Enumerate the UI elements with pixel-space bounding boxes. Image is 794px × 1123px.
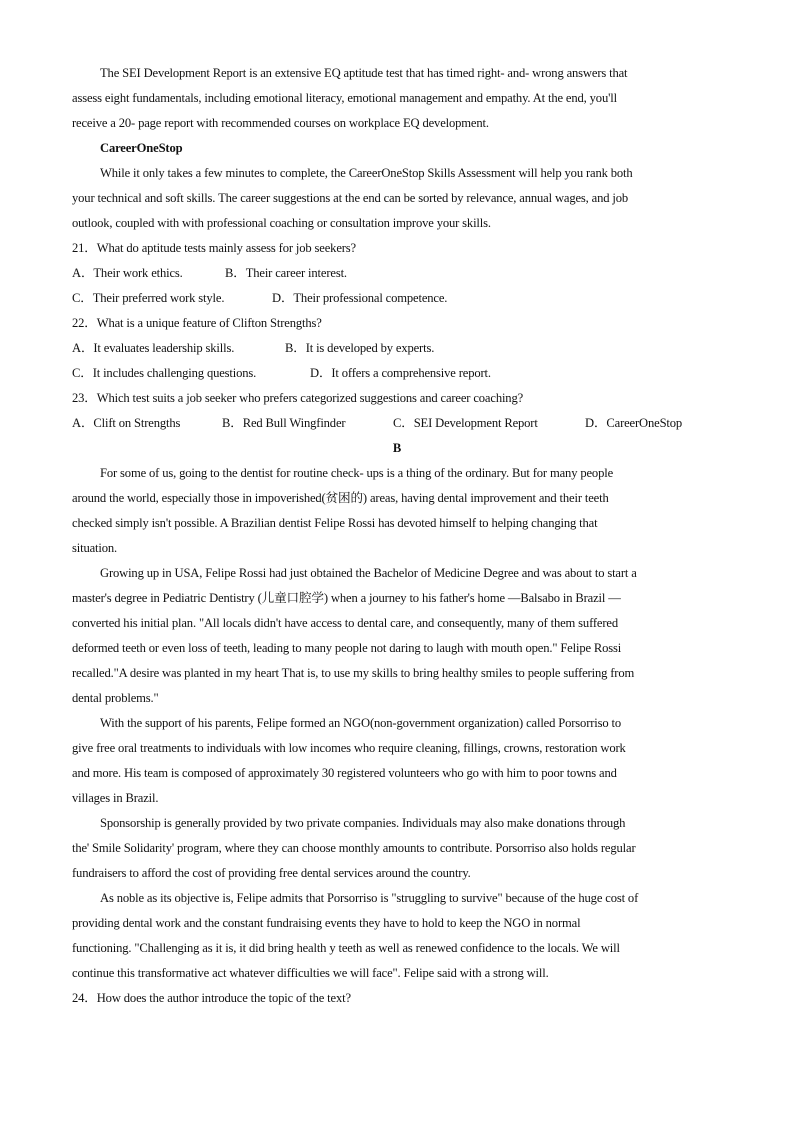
passage-line: As noble as its objective is, Felipe admits that Porsorriso is "struggling to survive" because of the huge cost of [100, 891, 639, 905]
section-b-heading: B [392, 441, 402, 455]
careeronestop-line: outlook, coupled with with professional coaching or consultation improve your skills. [72, 216, 491, 230]
passage-line: give free oral treatments to individuals with low incomes who require cleaning, fillings, crowns, restoration work [72, 741, 626, 755]
passage-line: Sponsorship is generally provided by two private companies. Individuals may also make donations through [100, 816, 626, 830]
careeronestop-heading: CareerOneStop [100, 141, 183, 155]
passage-line: villages in Brazil. [72, 791, 159, 805]
passage-line: fundraisers to afford the cost of providing free dental services around the country. [72, 866, 471, 880]
question-21-option-d: D．Their professional competence. [272, 291, 448, 305]
careeronestop-line: While it only takes a few minutes to complete, the CareerOneStop Skills Assessment will help you rank both [100, 166, 633, 180]
question-23-option-a: A．Clift on Strengths [72, 416, 181, 430]
passage-line: functioning. "Challenging as it is, it did bring health y teeth as well as renewed confidence to the locals. We will [72, 941, 620, 955]
question-22-option-a: A．It evaluates leadership skills. [72, 341, 235, 355]
question-21-option-b: B．Their career interest. [225, 266, 347, 280]
passage-line: Growing up in USA, Felipe Rossi had just obtained the Bachelor of Medicine Degree and was about to start a [100, 566, 637, 580]
question-21-option-a: A．Their work ethics. [72, 266, 183, 280]
question-22-option-d: D．It offers a comprehensive report. [310, 366, 491, 380]
passage-line: dental problems." [72, 691, 159, 705]
question-22-option-b: B．It is developed by experts. [285, 341, 435, 355]
passage-line: around the world, especially those in impoverished(贫困的) areas, having dental improvement and their teeth [72, 491, 609, 505]
passage-line: the' Smile Solidarity' program, where they can choose monthly amounts to contribute. Porsorriso also holds regular [72, 841, 636, 855]
sei-line: receive a 20- page report with recommended courses on workplace EQ development. [72, 116, 489, 130]
passage-line: converted his initial plan. "All locals didn't have access to dental care, and consequently, many of them suffered [72, 616, 619, 630]
passage-line: For some of us, going to the dentist for routine check- ups is a thing of the ordinary. But for many people [100, 466, 614, 480]
question-24-stem: 24．How does the author introduce the topic of the text? [72, 991, 351, 1005]
question-23-option-d: D．CareerOneStop [585, 416, 683, 430]
question-23-stem: 23．Which test suits a job seeker who prefers categorized suggestions and career coaching? [72, 391, 524, 405]
passage-line: continue this transformative act whatever difficulties we will face". Felipe said with a strong will. [72, 966, 549, 980]
question-23-option-b: B．Red Bull Wingfinder [222, 416, 346, 430]
sei-line: The SEI Development Report is an extensive EQ aptitude test that has timed right- and- wrong answers that [100, 66, 628, 80]
passage-line: With the support of his parents, Felipe formed an NGO(non-government organization) called Porsorriso to [100, 716, 622, 730]
careeronestop-line: your technical and soft skills. The career suggestions at the end can be sorted by relevance, annual wages, and job [72, 191, 629, 205]
question-23-option-c: C．SEI Development Report [393, 416, 538, 430]
passage-line: situation. [72, 541, 118, 555]
passage-line: master's degree in Pediatric Dentistry (儿童口腔学) when a journey to his father's home —Balsabo in Brazil — [72, 591, 621, 605]
question-22-option-c: C．It includes challenging questions. [72, 366, 257, 380]
passage-line: deformed teeth or even loss of teeth, leading to many people not daring to laugh with mouth open." Felipe Rossi [72, 641, 622, 655]
question-21-option-c: C．Their preferred work style. [72, 291, 225, 305]
passage-line: checked simply isn't possible. A Brazilian dentist Felipe Rossi has devoted himself to helping changing that [72, 516, 598, 530]
question-22-stem: 22．What is a unique feature of Clifton Strengths? [72, 316, 322, 330]
passage-line: providing dental work and the constant fundraising events they have to hold to keep the NGO in normal [72, 916, 581, 930]
sei-line: assess eight fundamentals, including emotional literacy, emotional management and empathy. At the end, you'll [72, 91, 617, 105]
passage-line: and more. His team is composed of approximately 30 registered volunteers who go with him to poor towns and [72, 766, 617, 780]
question-21-stem: 21．What do aptitude tests mainly assess for job seekers? [72, 241, 356, 255]
passage-line: recalled."A desire was planted in my heart That is, to use my skills to bring healthy smiles to people suffering from [72, 666, 635, 680]
